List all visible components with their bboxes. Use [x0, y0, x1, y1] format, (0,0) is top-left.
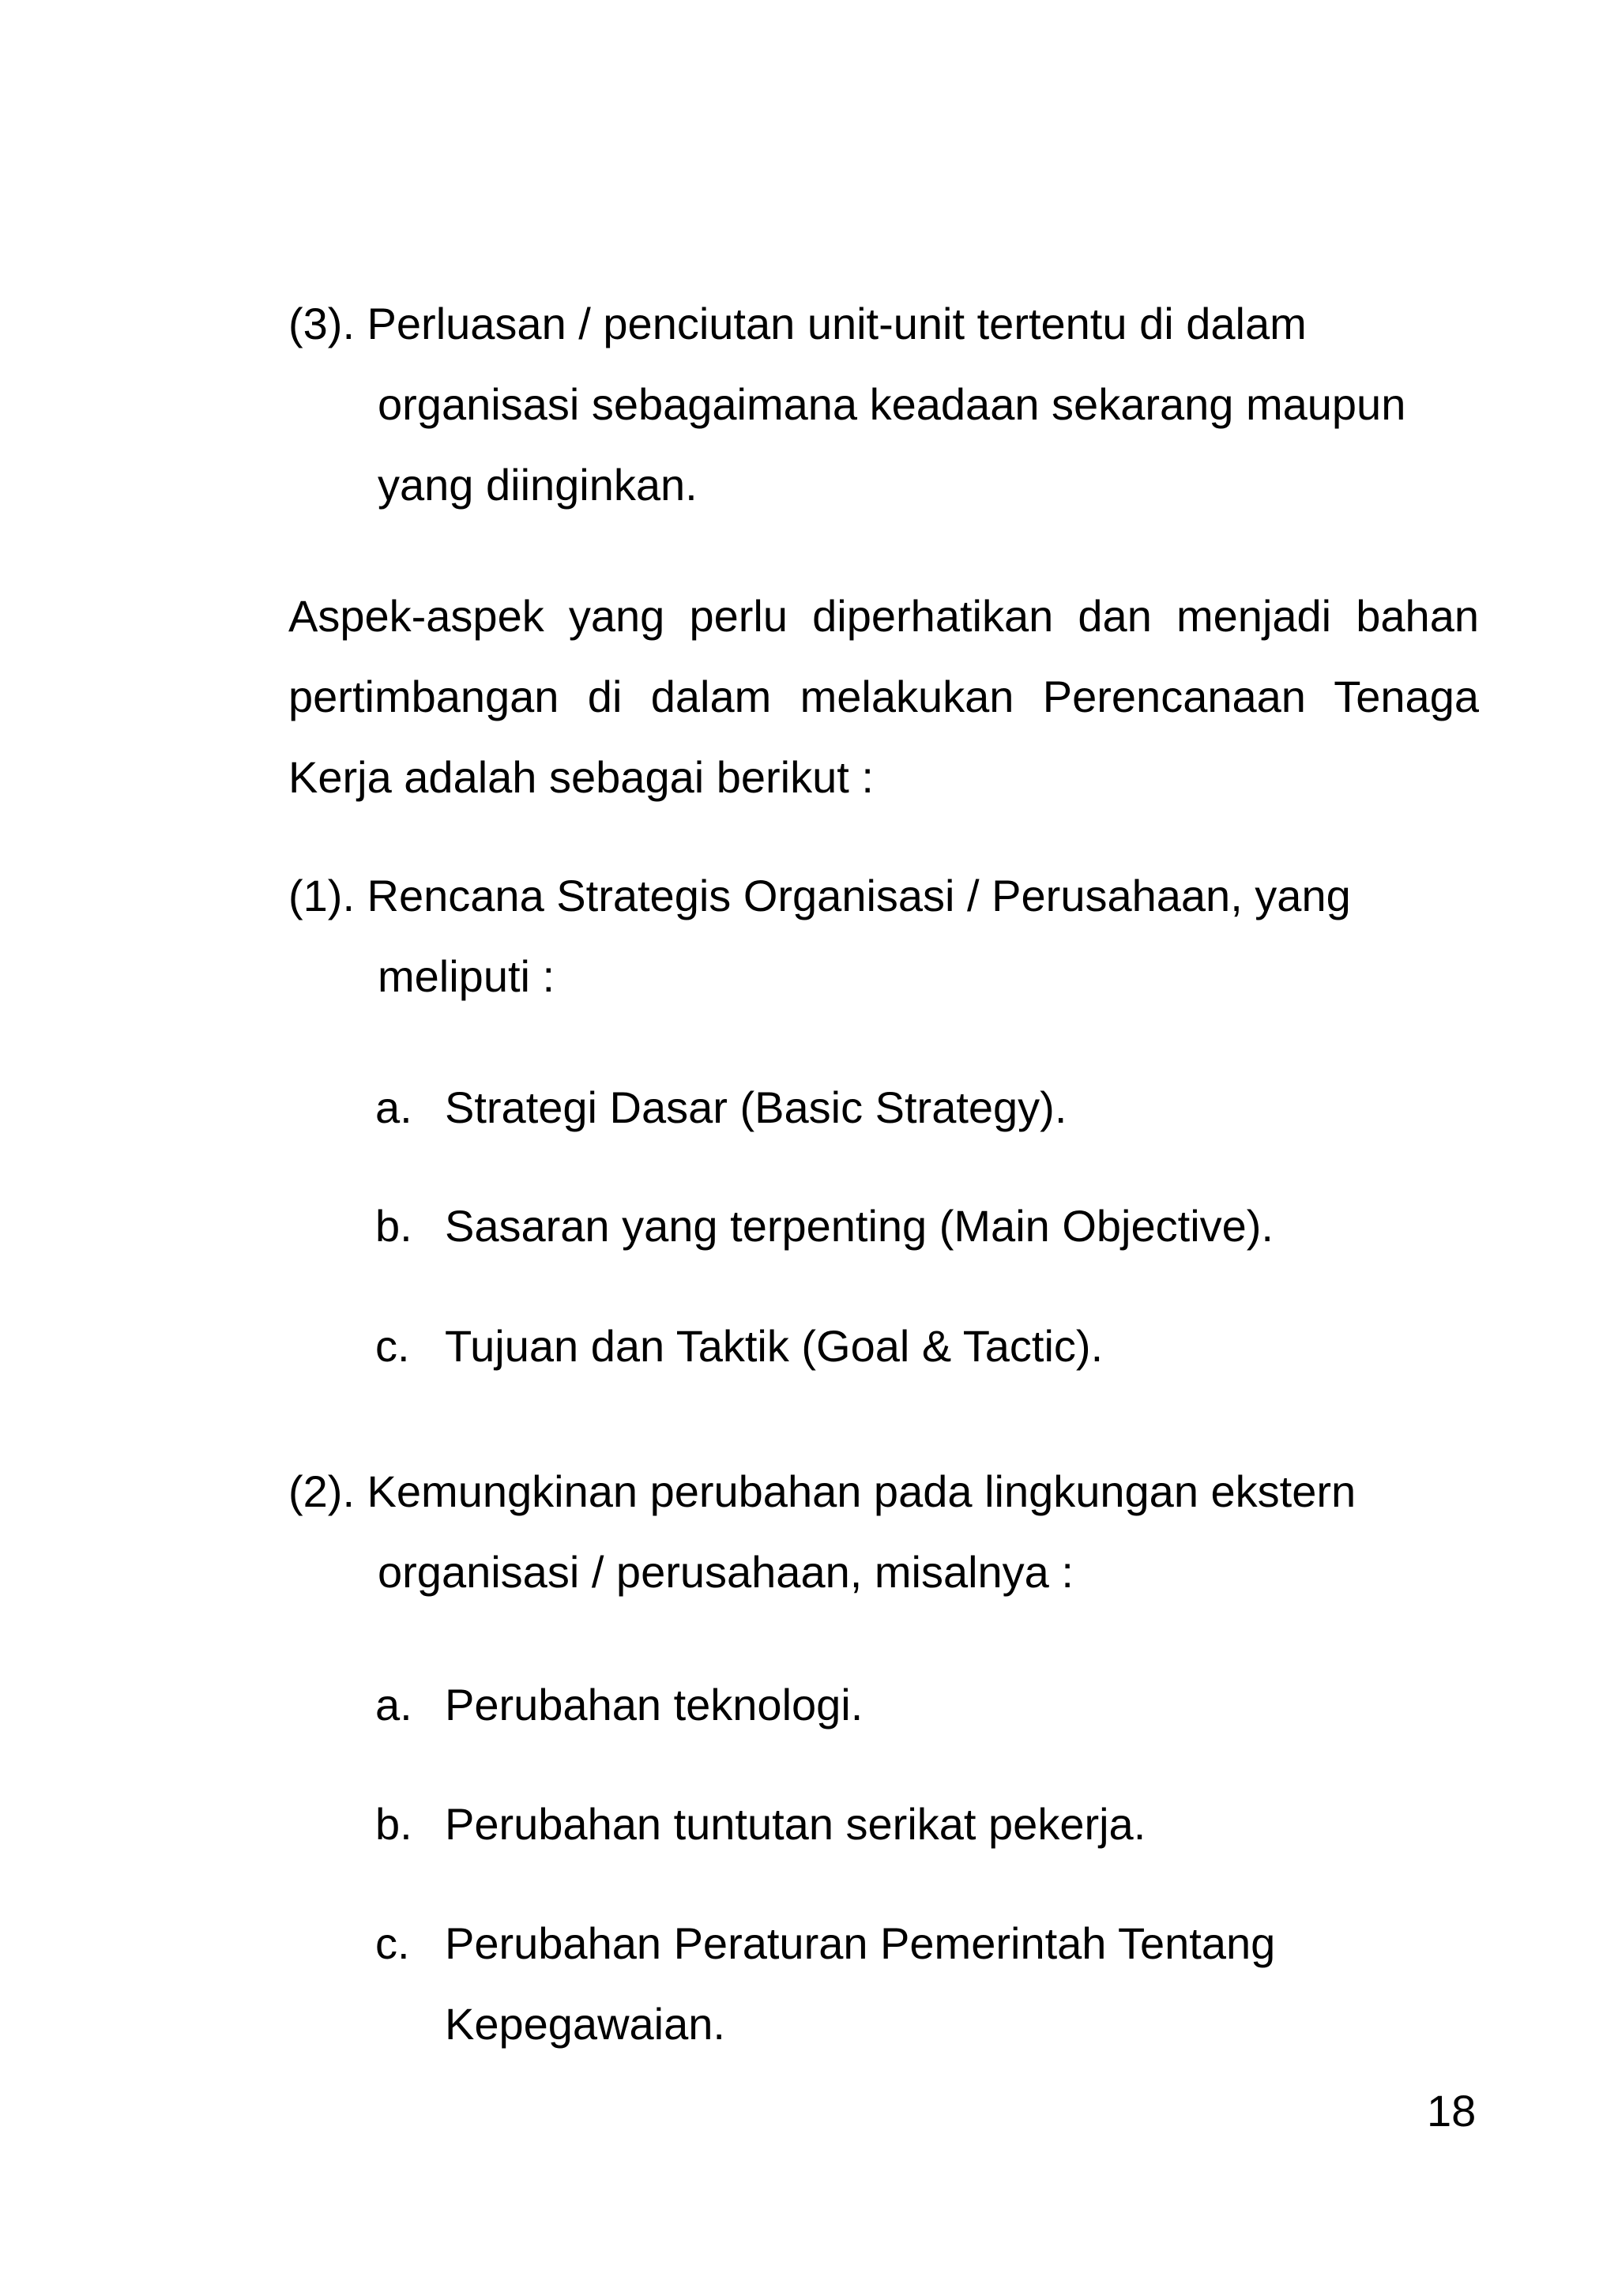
item-2-line-2: organisasi / perusahaan, misalnya : [378, 1547, 1074, 1597]
item-2-sub-c-continuation: Kepegawaian. [445, 1999, 725, 2049]
item-1-sub-c-marker: c. [375, 1321, 410, 1371]
item-1-sub-c-text: Tujuan dan Taktik (Goal & Tactic). [445, 1321, 1104, 1371]
paragraph-line-2: pertimbangan di dalam melakukan Perencanaan Tenaga [288, 672, 1479, 721]
item-3-line-1: (3). Perluasan / penciutan unit-unit tertentu di dalam [288, 299, 1307, 348]
item-2-sub-c-text: Perubahan Peraturan Pemerintah Tentang [445, 1918, 1276, 1968]
paragraph-line-3: Kerja adalah sebagai berikut : [288, 752, 874, 802]
item-1-sub-b-marker: b. [375, 1201, 412, 1251]
item-2-line-1: (2). Kemungkinan perubahan pada lingkungan ekstern [288, 1466, 1356, 1516]
item-2-sub-b-marker: b. [375, 1799, 412, 1849]
item-1-sub-a-marker: a. [375, 1082, 412, 1132]
item-2-sub-a-text: Perubahan teknologi. [445, 1680, 864, 1730]
item-2-sub-b-text: Perubahan tuntutan serikat pekerja. [445, 1799, 1146, 1849]
item-1-line-2: meliputi : [378, 951, 555, 1001]
paragraph-line-1: Aspek-aspek yang perlu diperhatikan dan menjadi bahan [288, 591, 1479, 641]
item-3-line-2: organisasi sebagaimana keadaan sekarang maupun [378, 379, 1406, 429]
item-1-line-1: (1). Rencana Strategis Organisasi / Perusahaan, yang [288, 871, 1351, 920]
item-1-sub-b-text: Sasaran yang terpenting (Main Objective). [445, 1201, 1274, 1251]
item-3-line-3: yang diinginkan. [378, 460, 698, 510]
page-number: 18 [1427, 2086, 1477, 2136]
item-2-sub-c-marker: c. [375, 1918, 410, 1968]
item-1-sub-a-text: Strategi Dasar (Basic Strategy). [445, 1082, 1067, 1132]
item-2-sub-a-marker: a. [375, 1680, 412, 1730]
